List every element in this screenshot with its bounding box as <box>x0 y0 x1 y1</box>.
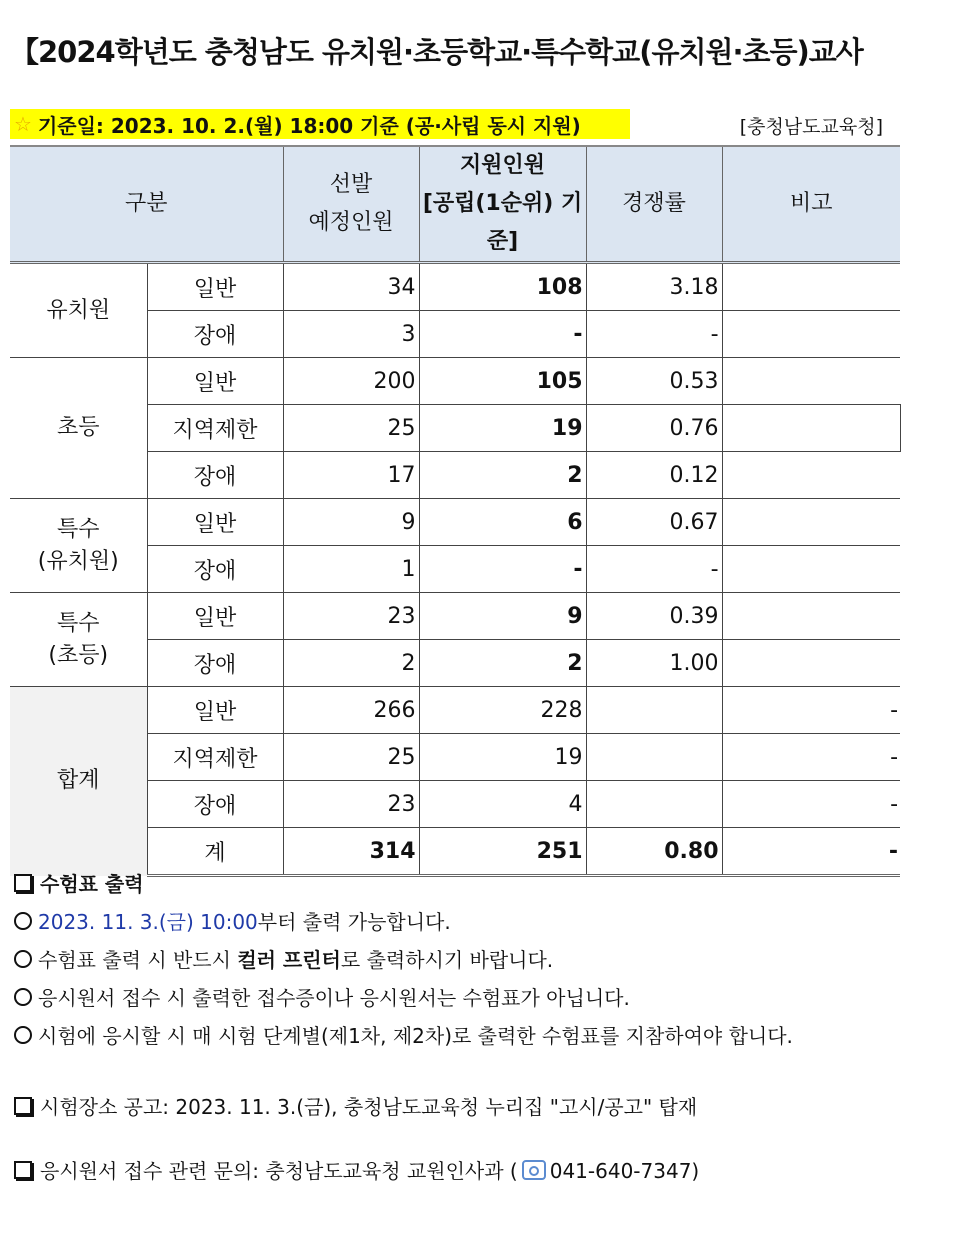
header-category: 구분 <box>10 146 283 263</box>
table-row: 장애 23 4 - <box>10 781 900 828</box>
circle-bullet-icon <box>14 912 32 930</box>
table-row: 장애 17 2 0.12 <box>10 452 900 499</box>
header-applicants: 지원인원 [공립(1순위) 기준] <box>419 146 586 263</box>
table-row: 초등 일반 200 105 0.53 <box>10 358 900 405</box>
page-title: 【2024학년도 충청남도 유치원·초등학교·특수학교(유치원·초등)교사 <box>10 35 863 69</box>
header-note: 비고 <box>722 146 900 263</box>
star-icon: ☆ <box>14 112 32 136</box>
checkbox-square-icon <box>14 1161 32 1179</box>
circle-bullet-icon <box>14 988 32 1006</box>
venue-notice: 시험장소 공고: 2023. 11. 3.(금), 충청남도교육청 누리집 "고시/공고" 탑재 <box>14 1091 697 1120</box>
ticket-line-2: 수험표 출력 시 반드시 컬러 프린터로 출력하시기 바랍니다. <box>14 944 553 973</box>
ticket-line-3: 응시원서 접수 시 출력한 접수증이나 응시원서는 수험표가 아닙니다. <box>14 982 630 1011</box>
header-ratio: 경쟁률 <box>586 146 722 263</box>
source-label: [충청남도교육청] <box>739 116 883 138</box>
group-special-kindergarten: 특수 (유치원) <box>10 499 147 593</box>
group-total: 합계 <box>10 687 147 876</box>
group-elementary: 초등 <box>10 358 147 499</box>
applicant-stats-table <box>10 145 901 877</box>
table-header-row <box>10 146 900 263</box>
circle-bullet-icon <box>14 1026 32 1044</box>
group-special-elementary: 특수 (초등) <box>10 593 147 687</box>
ticket-line-4: 시험에 응시할 시 매 시험 단계별(제1차, 제2차)로 출력한 수험표를 지참하여야 합니다. <box>14 1020 793 1049</box>
circle-bullet-icon <box>14 950 32 968</box>
ticket-section-heading: 수험표 출력 <box>14 868 144 897</box>
table-row: 유치원 일반 34 108 3.18 <box>10 263 900 311</box>
checkbox-square-icon <box>14 874 32 892</box>
basis-date-banner <box>10 109 630 139</box>
table-row: 장애 2 2 1.00 <box>10 640 900 687</box>
table-row: 장애 3 - - <box>10 311 900 358</box>
table-row: 장애 1 - - <box>10 546 900 593</box>
header-planned: 선발 예정인원 <box>283 146 419 263</box>
table-row: 특수 (유치원) 일반 9 6 0.67 <box>10 499 900 546</box>
table-row: 특수 (초등) 일반 23 9 0.39 <box>10 593 900 640</box>
inquiry-line: 응시원서 접수 관련 문의: 충청남도교육청 교원인사과 ( 041-640-7347) <box>14 1155 699 1184</box>
group-kindergarten: 유치원 <box>10 263 147 358</box>
table-row: 지역제한 25 19 - <box>10 734 900 781</box>
table-row: 합계 일반 266 228 - <box>10 687 900 734</box>
basis-date-text: 기준일: 2023. 10. 2.(월) 18:00 기준 (공·사립 동시 지원) <box>37 113 581 138</box>
phone-icon <box>522 1160 546 1180</box>
checkbox-square-icon <box>14 1097 32 1115</box>
table-row-total: 계 314 251 0.80 - <box>10 828 900 876</box>
ticket-line-1: 2023. 11. 3.(금) 10:00부터 출력 가능합니다. <box>14 906 451 935</box>
table-row: 지역제한 25 19 0.76 <box>10 405 900 452</box>
